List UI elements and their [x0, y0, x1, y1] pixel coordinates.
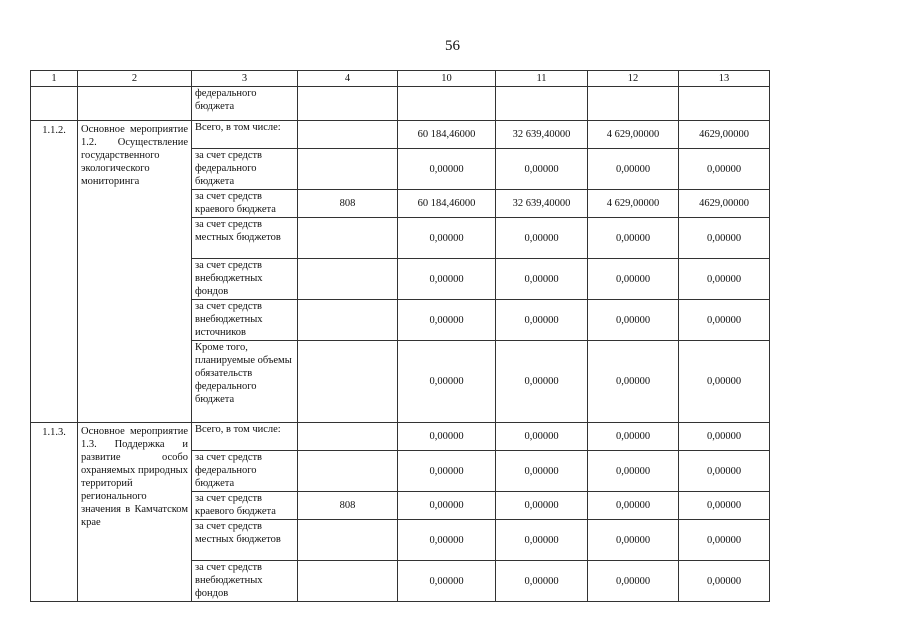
- value-cell-col13: 0,00000: [679, 259, 770, 300]
- value-cell-col13: 0,00000: [679, 300, 770, 341]
- budget-code-cell: [298, 451, 398, 492]
- carry-over-row: [31, 87, 770, 121]
- empty-cell: [78, 87, 192, 121]
- empty-cell: [679, 87, 770, 121]
- value-cell-col11: 32 639,40000: [496, 121, 588, 149]
- value-cell-col10: 0,00000: [398, 451, 496, 492]
- budget-table: [30, 70, 770, 602]
- value-cell-col12: 0,00000: [588, 300, 679, 341]
- empty-cell: [31, 87, 78, 121]
- page-number: 56: [445, 38, 460, 54]
- value-cell-col10: 0,00000: [398, 561, 496, 602]
- column-header: 4: [298, 71, 398, 87]
- measure-index-cell: 1.1.3.: [31, 423, 78, 602]
- column-header: 3: [192, 71, 298, 87]
- empty-cell: [588, 87, 679, 121]
- value-cell-col11: 0,00000: [496, 218, 588, 259]
- value-cell-col12: 0,00000: [588, 218, 679, 259]
- value-cell-col10: 0,00000: [398, 149, 496, 190]
- funding-source-cell: за счет средств внебюджетных фондов: [192, 561, 298, 602]
- value-cell-col13: 0,00000: [679, 520, 770, 561]
- funding-source-cell: Всего, в том числе:: [192, 423, 298, 451]
- value-cell-col11: 0,00000: [496, 561, 588, 602]
- value-cell-col12: 4 629,00000: [588, 190, 679, 218]
- value-cell-col11: 0,00000: [496, 520, 588, 561]
- value-cell-col12: 4 629,00000: [588, 121, 679, 149]
- empty-cell: [398, 87, 496, 121]
- value-cell-col13: 4629,00000: [679, 190, 770, 218]
- budget-code-cell: [298, 520, 398, 561]
- budget-code-cell: [298, 423, 398, 451]
- value-cell-col12: 0,00000: [588, 561, 679, 602]
- column-number-row: [31, 71, 770, 87]
- budget-code-cell: [298, 341, 398, 423]
- funding-source-cell: за счет средств местных бюджетов: [192, 218, 298, 259]
- value-cell-col10: 0,00000: [398, 520, 496, 561]
- value-cell-col12: 0,00000: [588, 492, 679, 520]
- budget-code-cell: 808: [298, 492, 398, 520]
- measure-name-cell: Основное мероприятие 1.2. Осуществление государственного экологического мониторинга: [78, 121, 192, 423]
- value-cell-col12: 0,00000: [588, 520, 679, 561]
- value-cell-col10: 0,00000: [398, 492, 496, 520]
- value-cell-col10: 0,00000: [398, 341, 496, 423]
- value-cell-col11: 0,00000: [496, 492, 588, 520]
- funding-source-cell: за счет средств краевого бюджета: [192, 190, 298, 218]
- funding-source-cell: Кроме того, планируемые объемы обязательств федерального бюджета: [192, 341, 298, 423]
- column-header: 13: [679, 71, 770, 87]
- budget-code-cell: [298, 121, 398, 149]
- column-header: 12: [588, 71, 679, 87]
- column-header: 2: [78, 71, 192, 87]
- value-cell-col13: 0,00000: [679, 149, 770, 190]
- value-cell-col11: 0,00000: [496, 259, 588, 300]
- measure-name-cell: Основное мероприятие 1.3. Поддержка и развитие особо охраняемых природных территорий регионального значения в Камчатском крае: [78, 423, 192, 602]
- budget-code-cell: [298, 259, 398, 300]
- table-row: [31, 423, 770, 451]
- value-cell-col12: 0,00000: [588, 259, 679, 300]
- value-cell-col12: 0,00000: [588, 451, 679, 492]
- value-cell-col13: 0,00000: [679, 561, 770, 602]
- value-cell-col10: 60 184,46000: [398, 190, 496, 218]
- value-cell-col12: 0,00000: [588, 149, 679, 190]
- value-cell-col12: 0,00000: [588, 341, 679, 423]
- value-cell-col10: 0,00000: [398, 300, 496, 341]
- funding-source-cell: за счет средств федерального бюджета: [192, 451, 298, 492]
- value-cell-col10: 0,00000: [398, 423, 496, 451]
- value-cell-col11: 32 639,40000: [496, 190, 588, 218]
- value-cell-col12: 0,00000: [588, 423, 679, 451]
- budget-code-cell: [298, 149, 398, 190]
- table-row: [31, 121, 770, 149]
- funding-source-cell: за счет средств внебюджетных фондов: [192, 259, 298, 300]
- budget-code-cell: [298, 300, 398, 341]
- measure-index-cell: 1.1.2.: [31, 121, 78, 423]
- value-cell-col10: 60 184,46000: [398, 121, 496, 149]
- value-cell-col11: 0,00000: [496, 300, 588, 341]
- value-cell-col13: 4629,00000: [679, 121, 770, 149]
- column-header: 10: [398, 71, 496, 87]
- value-cell-col11: 0,00000: [496, 341, 588, 423]
- value-cell-col13: 0,00000: [679, 423, 770, 451]
- budget-code-cell: [298, 218, 398, 259]
- value-cell-col13: 0,00000: [679, 492, 770, 520]
- empty-cell: [298, 87, 398, 121]
- value-cell-col10: 0,00000: [398, 259, 496, 300]
- column-header: 11: [496, 71, 588, 87]
- funding-source-cell: за счет средств федерального бюджета: [192, 149, 298, 190]
- value-cell-col11: 0,00000: [496, 451, 588, 492]
- empty-cell: [496, 87, 588, 121]
- funding-source-cell: Всего, в том числе:: [192, 121, 298, 149]
- budget-code-cell: 808: [298, 190, 398, 218]
- column-header: 1: [31, 71, 78, 87]
- funding-source-cell: за счет средств местных бюджетов: [192, 520, 298, 561]
- funding-source-cell: федерального бюджета: [192, 87, 298, 121]
- value-cell-col11: 0,00000: [496, 149, 588, 190]
- value-cell-col13: 0,00000: [679, 451, 770, 492]
- funding-source-cell: за счет средств внебюджетных источников: [192, 300, 298, 341]
- value-cell-col11: 0,00000: [496, 423, 588, 451]
- value-cell-col13: 0,00000: [679, 218, 770, 259]
- funding-source-cell: за счет средств краевого бюджета: [192, 492, 298, 520]
- value-cell-col10: 0,00000: [398, 218, 496, 259]
- budget-code-cell: [298, 561, 398, 602]
- value-cell-col13: 0,00000: [679, 341, 770, 423]
